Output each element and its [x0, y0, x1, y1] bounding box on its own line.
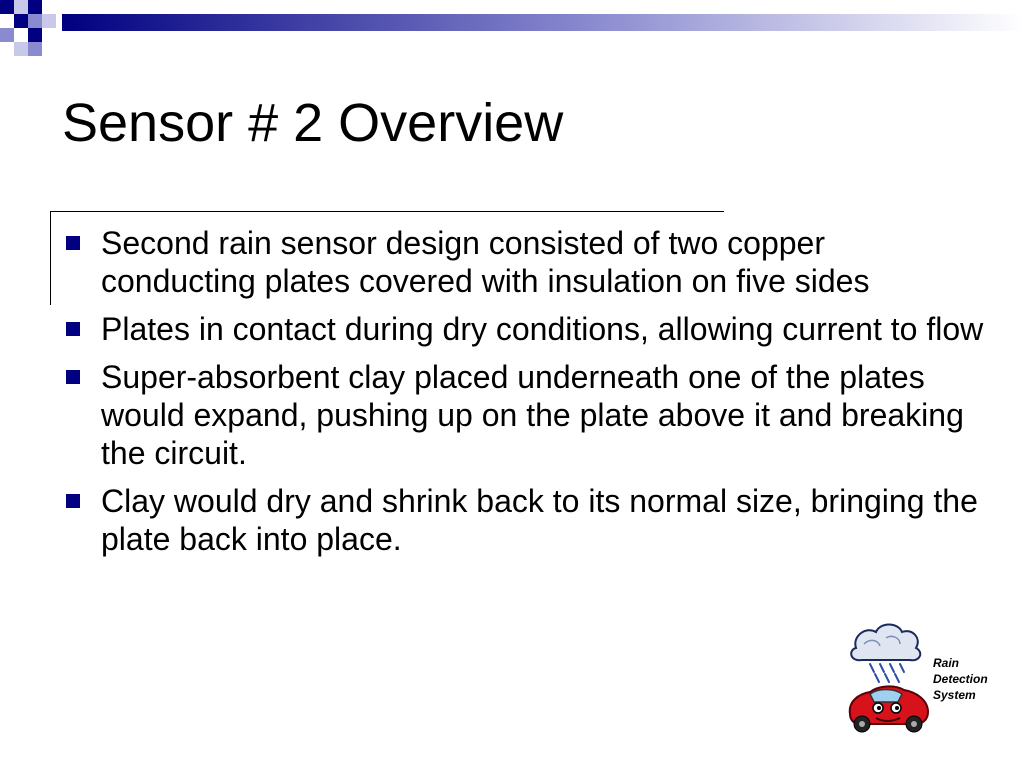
deco-square: [0, 0, 14, 14]
deco-square: [28, 28, 42, 42]
bullet-list: [64, 224, 984, 568]
square-bullet-icon: [66, 236, 80, 250]
bullet-text: Super-absorbent clay placed underneath one of the plates would expand, pushing up on the plate above it and breaking the circuit.: [101, 359, 964, 471]
deco-square: [14, 14, 28, 28]
title-underline: [50, 211, 724, 212]
logo-caption-line: Rain: [933, 656, 960, 670]
bullet-text: Clay would dry and shrink back to its normal size, bringing the plate back into place.: [101, 483, 978, 557]
logo-caption-line: System: [933, 688, 976, 702]
header-gradient-bar: [62, 14, 1024, 31]
square-bullet-icon: [66, 322, 80, 336]
bullet-item: [64, 482, 984, 558]
deco-square: [42, 14, 56, 28]
square-bullet-icon: [66, 494, 80, 508]
header-decoration: [0, 0, 1024, 70]
deco-square: [28, 14, 42, 28]
rain-cloud-car-icon: [842, 618, 932, 738]
cloud-icon: [851, 625, 920, 661]
deco-square: [28, 0, 42, 14]
bullet-text: Second rain sensor design consisted of two copper conducting plates covered with insulation on five sides: [101, 225, 870, 299]
deco-square: [14, 0, 28, 14]
deco-square: [0, 28, 14, 42]
logo-caption: [933, 655, 988, 703]
logo-caption-line: Detection: [933, 672, 988, 686]
bullet-item: [64, 358, 984, 472]
content-vertical-rule: [50, 211, 51, 305]
slide-title: Sensor # 2 Overview: [62, 93, 564, 153]
car-icon: [850, 686, 928, 732]
rain-drops: [870, 664, 904, 682]
deco-square: [28, 42, 42, 56]
bullet-text: Plates in contact during dry conditions, allowing current to flow: [101, 311, 984, 347]
square-bullet-icon: [66, 370, 80, 384]
bullet-item: [64, 310, 984, 348]
bullet-item: [64, 224, 984, 300]
deco-square: [14, 42, 28, 56]
